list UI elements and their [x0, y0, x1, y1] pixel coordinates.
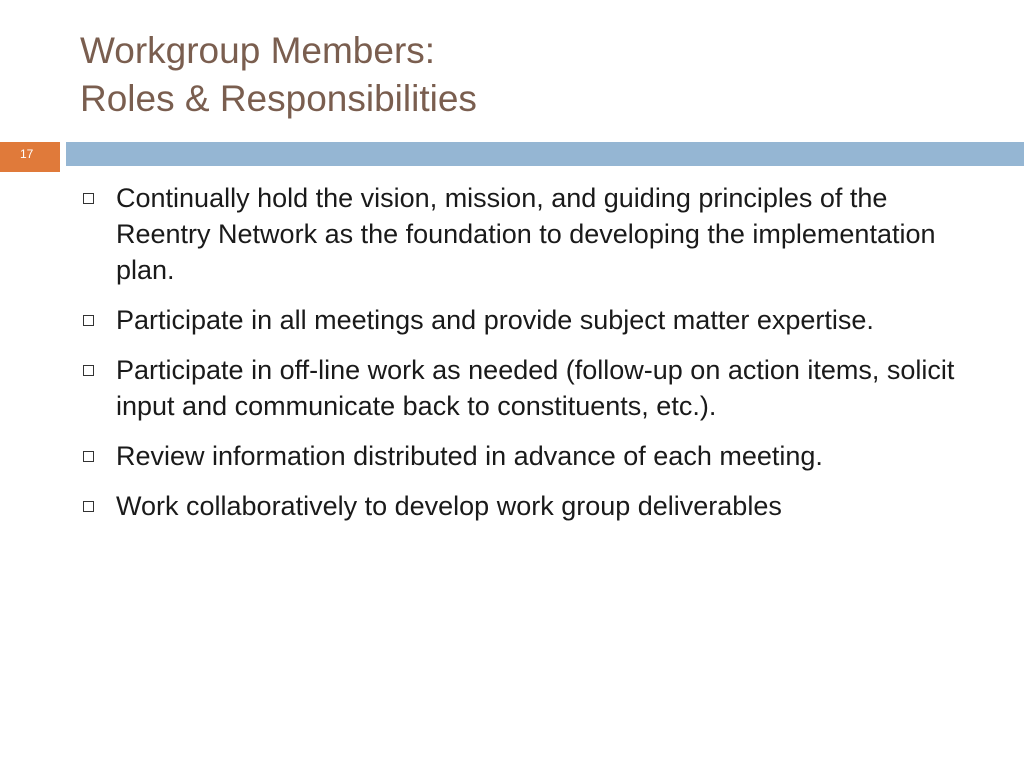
- bullet-text: Continually hold the vision, mission, and guiding principles of the Reentry Network as the foundation to developing the implementation plan.: [116, 183, 936, 285]
- bullet-list: [78, 180, 958, 538]
- bullet-text: Review information distributed in advance of each meeting.: [116, 441, 823, 471]
- square-bullet-icon: [83, 451, 94, 462]
- list-item: [78, 352, 958, 424]
- square-bullet-icon: [83, 501, 94, 512]
- bullet-text: Work collaboratively to develop work group deliverables: [116, 491, 782, 521]
- bullet-text: Participate in off-line work as needed (follow-up on action items, solicit input and communicate back to constituents, etc.).: [116, 355, 955, 421]
- title-line-1: Workgroup Members:: [80, 30, 436, 71]
- square-bullet-icon: [83, 315, 94, 326]
- list-item: [78, 438, 958, 474]
- slide-number: 17: [0, 142, 60, 172]
- square-bullet-icon: [83, 365, 94, 376]
- square-bullet-icon: [83, 193, 94, 204]
- slide-title: [80, 27, 980, 123]
- title-line-2: Roles & Responsibilities: [80, 78, 477, 119]
- accent-bar: [66, 142, 1024, 166]
- list-item: [78, 488, 958, 524]
- list-item: [78, 302, 958, 338]
- bullet-text: Participate in all meetings and provide subject matter expertise.: [116, 305, 874, 335]
- list-item: [78, 180, 958, 288]
